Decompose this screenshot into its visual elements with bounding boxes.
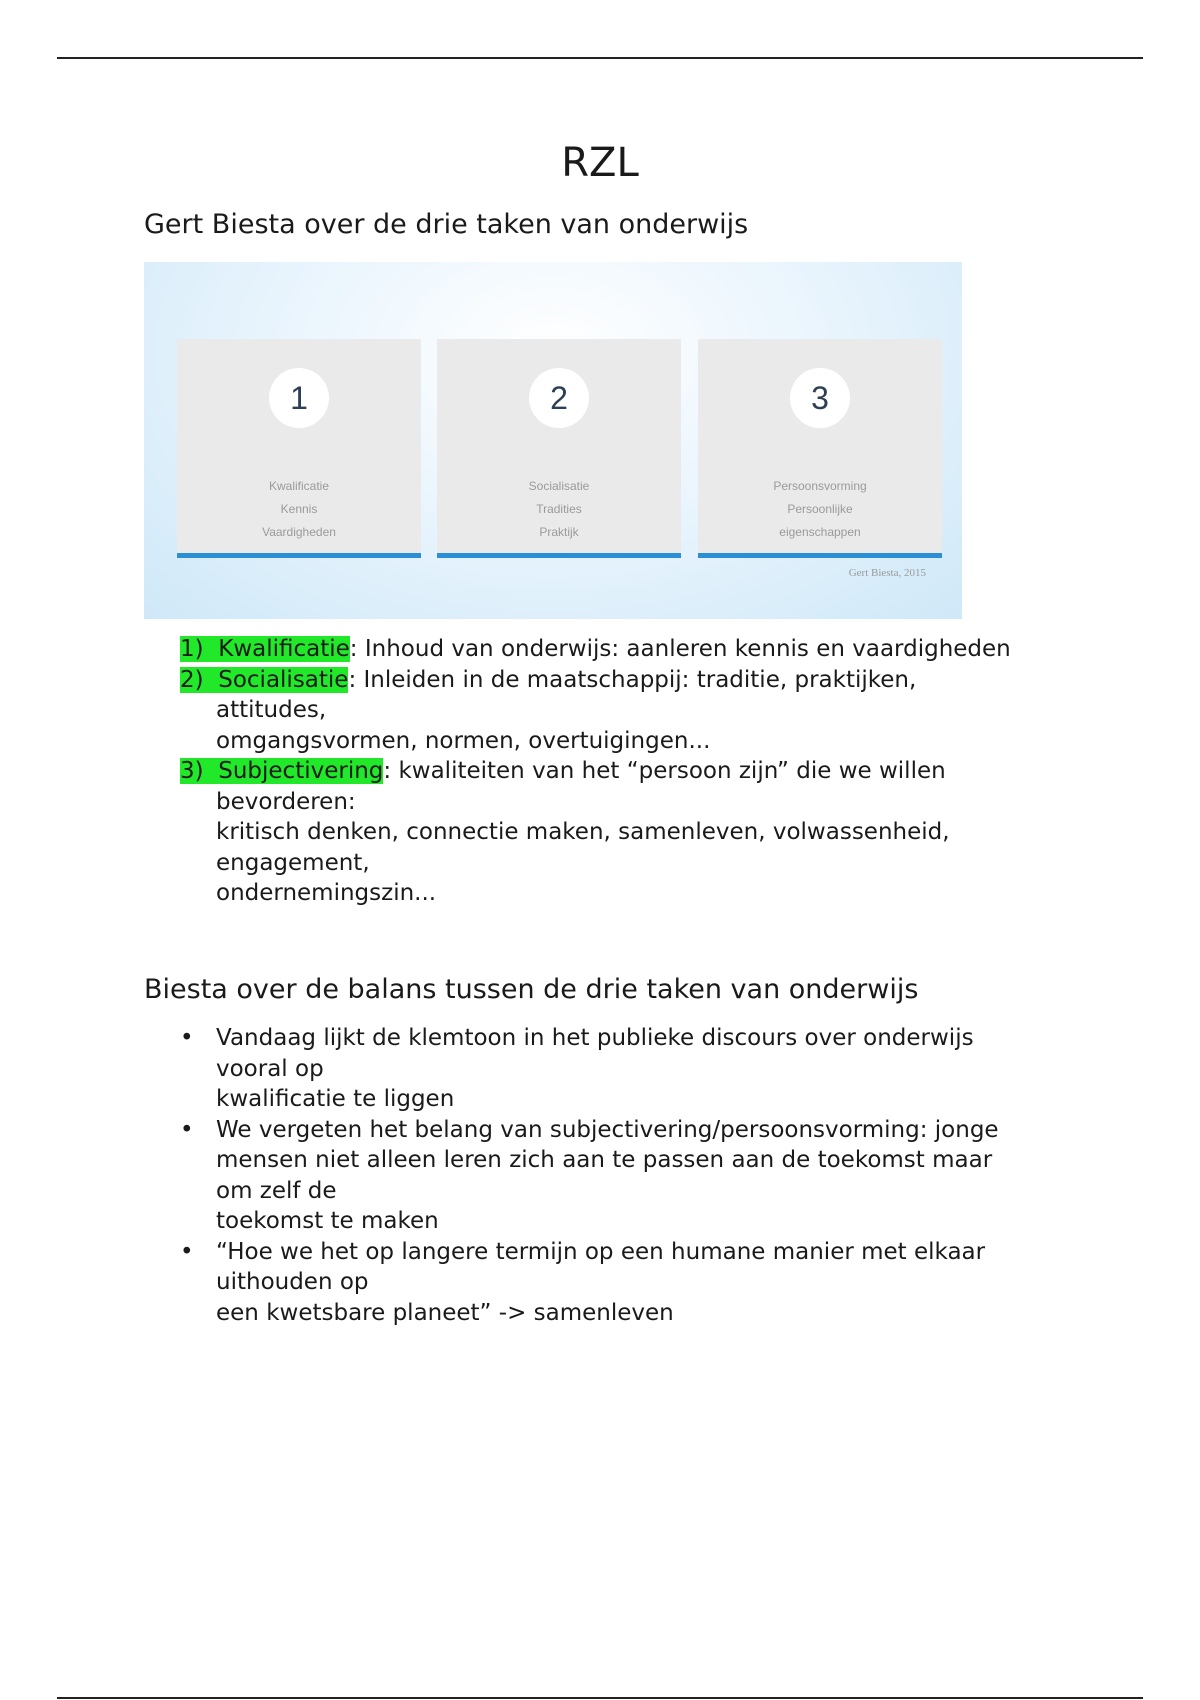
slide-card-line: Kwalificatie	[268, 479, 330, 493]
slide-card-2	[437, 339, 681, 558]
slide-card-3	[698, 339, 942, 558]
bullet-marker: •	[180, 1238, 194, 1265]
top-rule	[57, 57, 1143, 59]
task-description: : Inhoud van onderwijs: aanleren kennis en vaardigheden	[349, 636, 1011, 662]
task-description-line: attitudes,	[216, 697, 327, 723]
slide-card-number: 3	[790, 368, 850, 428]
list-item	[180, 1237, 1080, 1329]
bullet-line: uithouden op	[216, 1269, 369, 1295]
task-description-line: kritisch denken, connectie maken, samenleven, volwassenheid,	[216, 819, 950, 845]
bullet-line: een kwetsbare planeet” -> samenleven	[216, 1299, 674, 1326]
document-title: RZL	[561, 140, 639, 186]
bullet-line: toekomst te maken	[216, 1208, 439, 1234]
task-item-subjectivering	[180, 756, 1080, 909]
slide-card-number: 2	[529, 368, 589, 428]
task-term: Kwalificatie	[218, 636, 350, 662]
task-term: Socialisatie	[218, 666, 349, 693]
bullet-line: vooral op	[216, 1055, 324, 1082]
slide-card-number: 1	[269, 368, 329, 428]
task-number: 3)	[180, 758, 204, 784]
bullet-line: om zelf de	[216, 1177, 337, 1204]
slide-card-line: Tradities	[536, 502, 582, 516]
section-heading-balans: Biesta over de balans tussen de drie taken van onderwijs	[144, 974, 919, 1005]
bullet-line: mensen niet alleen leren zich aan te passen aan de toekomst maar	[216, 1147, 993, 1173]
slide-card-line: Kennis	[280, 502, 318, 516]
task-description: : Inleiden in de maatschappij: traditie, praktijken,	[348, 666, 917, 693]
list-item	[180, 1023, 1080, 1115]
task-number: 2)	[180, 666, 204, 693]
bullet-line: “Hoe we het op langere termijn op een humane manier met elkaar	[216, 1238, 986, 1265]
bullet-marker: •	[180, 1116, 194, 1143]
task-item-socialisatie	[180, 665, 1080, 757]
task-term-highlight	[180, 667, 348, 693]
task-item-kwalificatie	[180, 634, 1080, 665]
slide-credit: Gert Biesta, 2015	[848, 567, 926, 579]
list-item	[180, 1115, 1080, 1237]
slide-card-line: Persoonsvorming	[773, 479, 867, 493]
task-term: Subjectivering	[218, 758, 384, 784]
bullet-marker: •	[180, 1025, 194, 1051]
bullet-line: Vandaag lijkt de klemtoon in het publieke discours over onderwijs	[216, 1025, 974, 1051]
task-description-line: bevorderen:	[216, 788, 356, 815]
task-description-line: ondernemingszin...	[216, 880, 437, 906]
task-description: : kwaliteiten van het “persoon zijn” die we willen	[383, 758, 946, 784]
section-heading-taken: Gert Biesta over de drie taken van onderwijs	[144, 209, 749, 240]
task-term-highlight	[180, 636, 350, 662]
slide-card-line: eigenschappen	[779, 525, 861, 539]
task-term-highlight	[180, 758, 383, 784]
task-description-line: omgangsvormen, normen, overtuigingen...	[216, 727, 711, 754]
slide-card-line: Vaardigheden	[262, 525, 336, 539]
task-description-line: engagement,	[216, 849, 370, 876]
bottom-rule	[57, 1697, 1143, 1699]
task-number: 1)	[180, 636, 204, 662]
bullet-line: kwalificatie te liggen	[216, 1086, 455, 1112]
slide-card-line: Persoonlijke	[787, 502, 853, 516]
bullet-line: We vergeten het belang van subjectivering/persoonsvorming: jonge	[216, 1116, 999, 1143]
slide-image-three-tasks	[144, 262, 962, 619]
slide-card-line: Praktijk	[539, 525, 579, 539]
slide-card-1	[177, 339, 421, 558]
slide-card-line: Socialisatie	[528, 479, 590, 493]
